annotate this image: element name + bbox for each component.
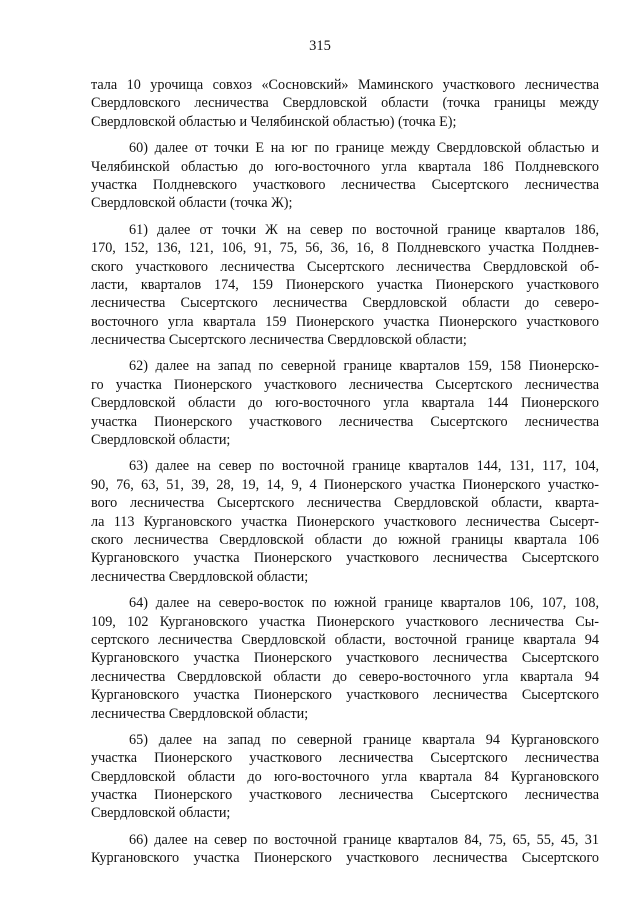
paragraph-gap (91, 586, 599, 594)
text-line: 60) далее от точки Е на юг по границе между Свердловской областью и (129, 140, 599, 157)
text-line: 64) далее на северо-восток по южной границе кварталов 106, 107, 108, (129, 595, 599, 612)
paragraph (91, 357, 599, 449)
text-line: Свердловской области (точка Ж); (91, 195, 293, 212)
text-line: лесничества Свердловской области; (91, 705, 309, 722)
text-line: Кургановского участка Пионерского участкового лесничества Сысертского (91, 687, 599, 704)
document-body (91, 76, 599, 868)
text-line: ского лесничества Свердловской области до южной границы квартала 106 (91, 531, 599, 548)
text-line: лесничества Сысертского лесничества Свердловской области; (91, 332, 467, 349)
text-line: 66) далее на север по восточной границе кварталов 84, 75, 65, 55, 45, 31 (129, 831, 599, 848)
text-line: 65) далее на запад по северной границе квартала 94 Кургановского (129, 731, 599, 748)
text-line: Свердловской области до юго-восточного угла квартала 84 Кургановского (91, 768, 599, 785)
text-line: 170, 152, 136, 121, 106, 91, 75, 56, 36, 16, 8 Полдневского участка Полднев- (91, 240, 599, 257)
paragraph-gap (91, 131, 599, 139)
text-line: 109, 102 Кургановского участка Пионерского участкового лесничества Сы- (91, 613, 599, 630)
text-line: лесничества Свердловской области до северо-восточного угла квартала 94 (91, 668, 599, 685)
text-line: Свердловского лесничества Свердловской области (точка границы между (91, 95, 599, 112)
text-line: Свердловской области; (91, 432, 231, 449)
paragraph (91, 731, 599, 823)
text-line: ского участкового лесничества Сысертского лесничества Свердловской об- (91, 258, 599, 275)
text-line: 62) далее на запад по северной границе кварталов 159, 158 Пионерско- (129, 358, 599, 375)
text-line: Кургановского участка Пионерского участкового лесничества Сысертского (91, 650, 599, 667)
paragraph-gap (91, 213, 599, 221)
paragraph (91, 831, 599, 868)
text-line: участка Пионерского участкового лесничества Сысертского лесничества (91, 787, 599, 804)
paragraph-gap (91, 349, 599, 357)
text-line: лесничества Сысертского лесничества Свердловской области до северо- (91, 295, 599, 312)
page-number: 315 (309, 38, 331, 54)
paragraph-gap (91, 723, 599, 731)
text-line: ласти, кварталов 174, 159 Пионерского участка Пионерского участкового (91, 276, 599, 293)
text-line: Челябинской областью до юго-восточного угла квартала 186 Полдневского (91, 158, 599, 175)
text-line: Свердловской области; (91, 805, 231, 822)
text-line: участка Пионерского участкового лесничества Сысертского лесничества (91, 750, 599, 767)
text-line: Кургановского участка Пионерского участкового лесничества Сысертского (91, 550, 599, 567)
paragraph (91, 139, 599, 213)
text-line: Свердловской областью и Челябинской областью) (точка Е); (91, 113, 457, 130)
text-line: ла 113 Кургановского участка Пионерского участкового лесничества Сысерт- (91, 513, 599, 530)
text-line: 63) далее на север по восточной границе кварталов 144, 131, 117, 104, (129, 458, 599, 475)
paragraph (91, 221, 599, 350)
text-line: участка Полдневского участкового лесничества Сысертского лесничества (91, 176, 599, 193)
text-line: Свердловской области до юго-восточного угла квартала 144 Пионерского (91, 395, 599, 412)
text-line: Кургановского участка Пионерского участкового лесничества Сысертского (91, 850, 599, 867)
text-line: го участка Пионерского участкового лесничества Сысертского лесничества (91, 376, 599, 393)
paragraph-gap (91, 449, 599, 457)
text-line: тала 10 урочища совхоз «Сосновский» Маминского участкового лесничества (91, 77, 599, 93)
paragraph (91, 594, 599, 723)
text-line: участка Пионерского участкового лесничества Сысертского лесничества (91, 413, 599, 430)
paragraph (91, 457, 599, 586)
text-line: восточного угла квартала 159 Пионерского участка Пионерского участкового (91, 313, 599, 330)
text-line: вого лесничества Сысертского лесничества Свердловской области, кварта- (91, 495, 599, 512)
text-line: 90, 76, 63, 51, 39, 28, 19, 14, 9, 4 Пионерского участка Пионерского участко- (91, 476, 599, 493)
paragraph (91, 76, 599, 131)
text-line: 61) далее от точки Ж на север по восточной границе кварталов 186, (129, 221, 599, 238)
paragraph-gap (91, 823, 599, 831)
text-line: сертского лесничества Свердловской области, восточной границе квартала 94 (91, 631, 599, 648)
text-line: лесничества Свердловской области; (91, 568, 309, 585)
